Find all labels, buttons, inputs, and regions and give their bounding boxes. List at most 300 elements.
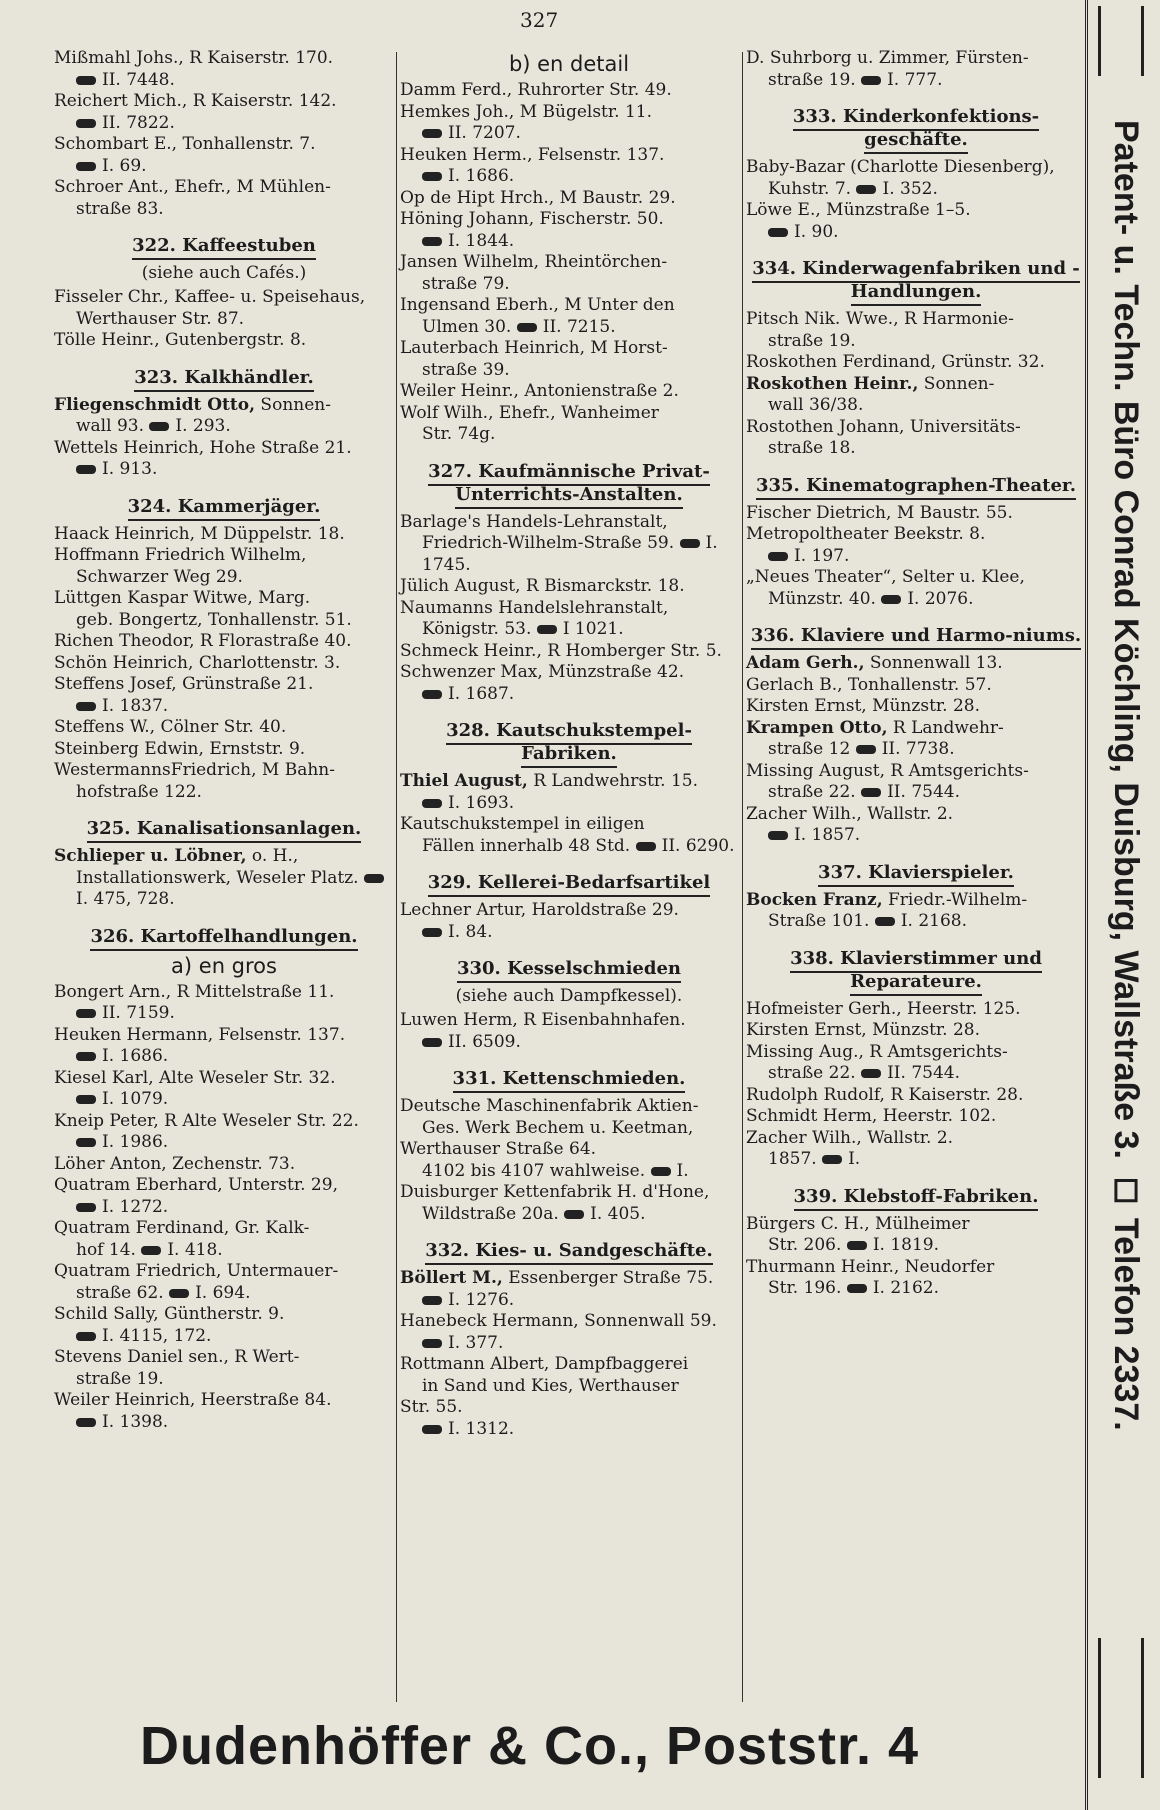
entry-continuation: [400, 1161, 738, 1183]
entry-text: Kiesel Karl, Alte Weseler Str. 32.: [54, 1067, 336, 1088]
entry-line: [54, 1304, 394, 1326]
entry-telephone-line: [400, 166, 738, 188]
entry-text: Löwe E., Münzstraße 1–5.: [746, 200, 971, 220]
entry-line: [400, 576, 738, 598]
listing-entry: [54, 1154, 394, 1176]
page-number: 327: [520, 8, 559, 32]
listing-entry: [746, 417, 1086, 460]
entry-telephone-line: [746, 222, 1086, 244]
entry-continuation: straße 19.: [768, 330, 856, 351]
section-header: [400, 957, 738, 980]
entry-text: Rottmann Albert, Dampfbaggerei: [400, 1354, 689, 1374]
telephone-icon: [76, 1203, 96, 1212]
entry-telephone: I. 4115, 172.: [102, 1325, 212, 1346]
listing-entry: [54, 1068, 394, 1111]
telephone-icon: [636, 842, 656, 851]
listing-entry: [400, 641, 738, 663]
entry-telephone: I 1021.: [562, 619, 624, 639]
entry-line: [746, 1085, 1086, 1107]
entry-line: [54, 1111, 394, 1133]
right-column: [746, 48, 1086, 1300]
entry-line: [746, 352, 1086, 374]
entry-telephone-line: [400, 684, 738, 706]
entry-text: Schild Sally, Güntherstr. 9.: [54, 1304, 285, 1324]
section-header: [746, 861, 1086, 884]
section-subheader: b) en detail: [508, 52, 630, 76]
section-header-text: 337. Klavierspieler.: [818, 862, 1014, 887]
section-header: [54, 817, 394, 840]
listing-entry: [54, 739, 394, 761]
entry-text: Op de Hipt Hrch., M Baustr. 29.: [400, 187, 676, 208]
entry-text: Schmidt Herm, Heerstr. 102.: [746, 1106, 997, 1126]
entry-continuation: [54, 1283, 394, 1305]
entry-telephone: II. 7544.: [887, 782, 960, 802]
telephone-icon: [422, 1038, 442, 1047]
entry-text: Str. 55.: [400, 1397, 463, 1417]
entry-line: [746, 761, 1086, 783]
listing-entry: [54, 134, 394, 177]
listing-entry: [746, 1042, 1086, 1085]
listing-entry: [746, 653, 1086, 675]
entry-text: R Landwehr-: [887, 717, 1004, 738]
section-header: [400, 871, 738, 894]
entry-text: Rudolph Rudolf, R Kaiserstr. 28.: [746, 1084, 1024, 1105]
section-header: [746, 1185, 1086, 1208]
telephone-icon: [861, 1069, 881, 1078]
telephone-icon: [517, 323, 537, 332]
listing-entry: [400, 1268, 738, 1311]
entry-line: [400, 1139, 738, 1161]
listing-entry: [54, 287, 394, 330]
entry-telephone-line: [400, 1333, 738, 1355]
listing-entry: [54, 982, 394, 1025]
listing-entry: [746, 718, 1086, 761]
entry-text: Luwen Herm, R Eisenbahnhafen.: [400, 1010, 686, 1030]
entry-continuation-text: Str. 206.: [768, 1235, 842, 1255]
telephone-icon: [768, 552, 788, 561]
entry-continuation: straße 18.: [768, 438, 856, 458]
entry-continuation-text: hof 14.: [76, 1239, 136, 1260]
middle-column: [400, 48, 738, 1440]
listing-entry: [746, 999, 1086, 1021]
section-header-text: 331. Kettenschmieden.: [453, 1068, 686, 1093]
entry-line: [400, 295, 738, 317]
entry-text: Pitsch Nik. Wwe., R Harmonie-: [746, 309, 1014, 329]
entry-text: Schmeck Heinr., R Homberger Str. 5.: [400, 640, 722, 661]
entry-text: Lauterbach Heinrich, M Horst-: [400, 338, 668, 358]
entry-line: [400, 145, 738, 167]
entry-continuation: [54, 1240, 394, 1262]
entry-text: Fisseler Chr., Kaffee- u. Speisehaus,: [54, 287, 366, 307]
entry-continuation-text: straße 62.: [76, 1282, 164, 1303]
entry-line: [54, 287, 394, 309]
entry-continuation-text: Wildstraße 20a.: [422, 1203, 559, 1224]
entry-continuation: [746, 911, 1086, 933]
entry-continuation: [400, 317, 738, 339]
telephone-icon: [875, 917, 895, 926]
listing-entry: [400, 662, 738, 705]
entry-telephone: II. 7215.: [542, 316, 616, 337]
entry-telephone-line: [400, 123, 738, 145]
entry-line: [746, 48, 1086, 70]
listing-entry: [54, 1025, 394, 1068]
entry-continuation: straße 79.: [422, 273, 510, 294]
telephone-icon: [422, 690, 442, 699]
listing-entry: [746, 309, 1086, 352]
entry-telephone: I. 1272.: [102, 1196, 169, 1217]
entry-telephone: I. 1276.: [448, 1289, 515, 1310]
entry-continuation: [54, 416, 394, 438]
entry-telephone: I. 1819.: [872, 1235, 940, 1255]
telephone-icon: [422, 928, 442, 937]
entry-text: Stevens Daniel sen., R Wert-: [54, 1347, 300, 1367]
telephone-icon: [76, 465, 96, 474]
entry-line: [746, 653, 1086, 675]
entry-line: [400, 381, 738, 403]
entry-line: [746, 718, 1086, 740]
entry-line: [746, 1257, 1086, 1279]
listing-entry: [746, 1085, 1086, 1107]
entry-continuation-text: 4102 bis 4107 wahlweise.: [422, 1160, 646, 1181]
entry-continuation-text: Königstr. 53.: [422, 619, 532, 639]
entry-continuation: [400, 533, 738, 576]
entry-line: [746, 1020, 1086, 1042]
telephone-icon: [76, 162, 96, 171]
entry-continuation-text: wall 93.: [76, 416, 144, 436]
entry-telephone-line: [54, 1132, 394, 1154]
entry-telephone-line: [400, 1032, 738, 1054]
entry-telephone-line: [54, 459, 394, 481]
listing-entry: [400, 1354, 738, 1397]
listing-entry: [54, 438, 394, 481]
section-header: [400, 719, 738, 765]
listing-entry: [746, 352, 1086, 374]
entry-telephone: I. 2168.: [900, 911, 968, 931]
side-banner: [1085, 0, 1160, 1810]
entry-text: Jülich August, R Bismarckstr. 18.: [400, 576, 685, 596]
listing-entry: [746, 524, 1086, 567]
entry-telephone: II. 6509.: [448, 1031, 521, 1052]
listing-entry: [400, 295, 738, 338]
entry-continuation: straße 39.: [422, 359, 510, 380]
entry-telephone: II. 7207.: [448, 123, 521, 143]
entry-text: Roskothen Ferdinand, Grünstr. 32.: [746, 352, 1045, 372]
entry-telephone-line: [54, 1089, 394, 1111]
listing-entry: [54, 760, 394, 803]
entry-telephone: I. 405.: [590, 1203, 646, 1224]
entry-line: [54, 91, 394, 113]
entry-telephone: II. 6290.: [661, 835, 735, 856]
entry-name: Bocken Franz,: [746, 889, 883, 910]
listing-entry: [400, 771, 738, 814]
entry-continuation: [400, 836, 738, 858]
telephone-icon: [76, 119, 96, 128]
entry-name: Schlieper u. Löbner,: [54, 846, 247, 866]
entry-text: Hofmeister Gerh., Heerstr. 125.: [746, 998, 1021, 1019]
entry-continuation: [746, 179, 1086, 201]
entry-line: [400, 1010, 738, 1032]
entry-telephone-line: [400, 793, 738, 815]
entry-line: [400, 512, 738, 534]
entry-continuation-text: Installationswerk, Weseler Platz.: [76, 867, 359, 888]
listing-entry: [400, 598, 738, 641]
listing-entry: [400, 252, 738, 295]
entry-continuation: [746, 782, 1086, 804]
entry-telephone-line: [54, 156, 394, 178]
entry-text: Zacher Wilh., Wallstr. 2.: [746, 803, 954, 824]
section-header-text: 324. Kammerjäger.: [128, 496, 321, 521]
entry-text: Steinberg Edwin, Ernststr. 9.: [54, 738, 306, 759]
entry-name: Krampen Otto,: [746, 717, 888, 738]
listing-entry: [54, 395, 394, 438]
entry-telephone: I. 1686.: [102, 1046, 169, 1066]
telephone-icon: [141, 1246, 161, 1255]
entry-line: [400, 80, 738, 102]
entry-line: [54, 717, 394, 739]
entry-text: „Neues Theater“, Selter u. Klee,: [746, 567, 1025, 587]
section-header-text: 326. Kartoffelhandlungen.: [90, 926, 357, 951]
entry-telephone-line: [400, 231, 738, 253]
telephone-icon: [861, 788, 881, 797]
entry-text: Löher Anton, Zechenstr. 73.: [54, 1153, 296, 1174]
listing-entry: [400, 1397, 738, 1440]
entry-text: Reichert Mich., R Kaiserstr. 142.: [54, 91, 337, 111]
entry-continuation: [746, 70, 1086, 92]
listing-entry: [400, 1311, 738, 1354]
section-header: [400, 460, 738, 506]
entry-text: Schombart E., Tonhallenstr. 7.: [54, 134, 316, 154]
section-header-text: 325. Kanalisationsanlagen.: [87, 818, 362, 843]
telephone-icon: [856, 185, 876, 194]
entry-text: Sonnenwall 13.: [864, 653, 1003, 673]
entry-line: [746, 890, 1086, 912]
entry-line: [746, 309, 1086, 331]
entry-line: [54, 1218, 394, 1240]
telephone-icon: [422, 172, 442, 181]
entry-telephone: II. 7738.: [881, 739, 955, 759]
telephone-icon: [76, 702, 96, 711]
entry-text: Weiler Heinrich, Heerstraße 84.: [54, 1390, 332, 1410]
listing-entry: [400, 1010, 738, 1053]
entry-continuation: [746, 1278, 1086, 1300]
entry-text: Ingensand Eberh., M Unter den: [400, 295, 675, 315]
entry-continuation: [746, 739, 1086, 761]
entry-telephone: I. 1986.: [102, 1132, 169, 1152]
entry-text: Weiler Heinr., Antonienstraße 2.: [400, 381, 679, 401]
telephone-icon: [76, 76, 96, 85]
listing-entry: [54, 1218, 394, 1261]
listing-entry: [400, 1096, 738, 1139]
entry-line: [400, 1354, 738, 1376]
listing-entry: [746, 1106, 1086, 1128]
entry-line: [54, 631, 394, 653]
listing-entry: [746, 374, 1086, 417]
section-header-text: 332. Kies- u. Sandgeschäfte.: [425, 1240, 713, 1265]
listing-entry: [54, 1390, 394, 1433]
listing-entry: [400, 512, 738, 577]
telephone-icon: [847, 1241, 867, 1250]
section-header: [54, 925, 394, 948]
entry-telephone: I. 2162.: [872, 1278, 940, 1298]
section-header: [746, 105, 1086, 151]
entry-continuation-text: Friedrich-Wilhelm-Straße 59.: [422, 533, 675, 553]
entry-telephone-line: [400, 1290, 738, 1312]
section-header: [746, 257, 1086, 303]
entry-line: [54, 438, 394, 460]
section-header: [746, 624, 1086, 647]
entry-telephone: I. 694.: [195, 1282, 251, 1303]
entry-telephone: I. 2076.: [907, 588, 974, 609]
telephone-icon: [422, 237, 442, 246]
entry-telephone-line: [54, 696, 394, 718]
section-note: (siehe auch Dampfkessel).: [455, 986, 683, 1006]
section-header: [54, 234, 394, 257]
entry-name: Adam Gerh.,: [746, 653, 865, 673]
entry-line: [746, 1128, 1086, 1150]
listing-entry: [400, 381, 738, 403]
listing-entry: [54, 1304, 394, 1347]
entry-text: Bürgers C. H., Mülheimer: [746, 1213, 970, 1234]
listing-entry: [54, 1175, 394, 1218]
column-rule: [742, 52, 743, 1702]
listing-entry: [54, 717, 394, 739]
telephone-icon: [76, 1418, 96, 1427]
entry-continuation-text: 1857.: [768, 1149, 817, 1169]
entry-continuation: wall 36/38.: [768, 395, 864, 415]
entry-continuation: Ges. Werk Bechem u. Keetman,: [422, 1117, 694, 1138]
section-header: [400, 1239, 738, 1262]
entry-line: [54, 653, 394, 675]
listing-entry: [400, 576, 738, 598]
entry-text: Lechner Artur, Haroldstraße 29.: [400, 900, 679, 920]
entry-continuation-text: straße 12: [768, 739, 851, 759]
telephone-icon: [822, 1155, 842, 1164]
entry-line: [400, 102, 738, 124]
telephone-icon: [651, 1167, 671, 1176]
entry-line: [746, 417, 1086, 439]
entry-line: [54, 1154, 394, 1176]
entry-text: Heuken Herm., Felsenstr. 137.: [400, 144, 665, 165]
entry-line: [400, 338, 738, 360]
entry-line: [746, 567, 1086, 589]
listing-entry: [400, 1139, 738, 1182]
entry-line: [54, 588, 394, 610]
entry-text: Missing Aug., R Amtsgerichts-: [746, 1041, 1008, 1062]
listing-entry: [746, 567, 1086, 610]
entry-line: [746, 503, 1086, 525]
section-header: [54, 495, 394, 518]
listing-entry: [746, 761, 1086, 804]
column-rule: [396, 52, 397, 1702]
listing-entry: [54, 653, 394, 675]
listing-entry: [400, 338, 738, 381]
entry-telephone: I. 1837.: [102, 695, 169, 716]
telephone-icon: [768, 831, 788, 840]
entry-text: Metropoltheater Beekstr. 8.: [746, 524, 986, 544]
entry-telephone: I. 1693.: [448, 792, 515, 813]
entry-continuation: [54, 868, 394, 911]
listing-entry: [400, 102, 738, 145]
entry-telephone: I. 90.: [794, 221, 839, 242]
entry-line: [54, 545, 394, 567]
entry-telephone-line: [54, 1197, 394, 1219]
listing-entry: [54, 631, 394, 653]
listing-entry: [746, 1020, 1086, 1042]
listing-entry: [400, 145, 738, 188]
telephone-icon: [76, 1052, 96, 1061]
listing-entry: [400, 814, 738, 857]
entry-continuation-text: Ulmen 30.: [422, 316, 512, 337]
entry-telephone: I. 293.: [175, 416, 231, 436]
entry-line: [400, 900, 738, 922]
telephone-icon: [847, 1284, 867, 1293]
entry-continuation: [746, 1063, 1086, 1085]
entry-text: Deutsche Maschinenfabrik Aktien-: [400, 1096, 699, 1116]
entry-line: [400, 209, 738, 231]
entry-text: Naumanns Handelslehranstalt,: [400, 597, 669, 618]
entry-continuation-text: straße 19.: [768, 69, 856, 90]
entry-continuation: hofstraße 122.: [76, 781, 202, 802]
entry-line: [54, 982, 394, 1004]
entry-continuation: geb. Bongertz, Tonhallenstr. 51.: [76, 609, 352, 630]
telephone-icon: [76, 1009, 96, 1018]
entry-telephone-line: [54, 1003, 394, 1025]
entry-telephone: I.: [676, 1160, 689, 1181]
entry-text: Wolf Wilh., Ehefr., Wanheimer: [400, 402, 659, 423]
listing-entry: [54, 1111, 394, 1154]
entry-text: Lüttgen Kaspar Witwe, Marg.: [54, 588, 311, 608]
entry-name: Böllert M.,: [400, 1268, 503, 1288]
section-header-text: 329. Kellerei-Bedarfsartikel: [428, 872, 711, 897]
entry-telephone-line: [54, 70, 394, 92]
listing-entry: [54, 545, 394, 588]
entry-text: R Landwehrstr. 15.: [527, 771, 699, 791]
section-header-text: 336. Klaviere und Harmo-niums.: [751, 625, 1081, 650]
listing-entry: [54, 177, 394, 220]
listing-entry: [54, 524, 394, 546]
entry-telephone: I. 377.: [448, 1332, 504, 1353]
entry-line: [400, 403, 738, 425]
entry-text: Wettels Heinrich, Hohe Straße 21.: [54, 437, 352, 458]
listing-entry: [746, 48, 1086, 91]
listing-entry: [54, 1261, 394, 1304]
listing-entry: [400, 188, 738, 210]
entry-telephone: I. 418.: [167, 1239, 223, 1260]
listing-entry: [400, 209, 738, 252]
listing-entry: [746, 200, 1086, 243]
entry-continuation: [746, 1149, 1086, 1171]
entry-continuation-text: Kuhstr. 7.: [768, 178, 852, 199]
entry-line: [746, 200, 1086, 222]
entry-text: Barlage's Handels-Lehranstalt,: [400, 511, 668, 532]
entry-telephone: I. 1745.: [422, 533, 718, 575]
telephone-icon: [564, 1210, 584, 1219]
entry-continuation: [746, 589, 1086, 611]
entry-line: [54, 739, 394, 761]
entry-telephone: II. 7544.: [887, 1063, 960, 1083]
telephone-icon: [422, 799, 442, 808]
section-header-text: 330. Kesselschmieden: [457, 958, 681, 983]
telephone-icon: [422, 1296, 442, 1305]
entry-text: Kneip Peter, R Alte Weseler Str. 22.: [54, 1110, 359, 1131]
entry-telephone: I. 352.: [882, 178, 938, 199]
entry-telephone: II. 7448.: [102, 69, 175, 90]
entry-line: [54, 1068, 394, 1090]
telephone-icon: [76, 1332, 96, 1341]
entry-text: Quatram Ferdinand, Gr. Kalk-: [54, 1218, 310, 1238]
telephone-icon: [856, 745, 876, 754]
entry-line: [54, 48, 394, 70]
